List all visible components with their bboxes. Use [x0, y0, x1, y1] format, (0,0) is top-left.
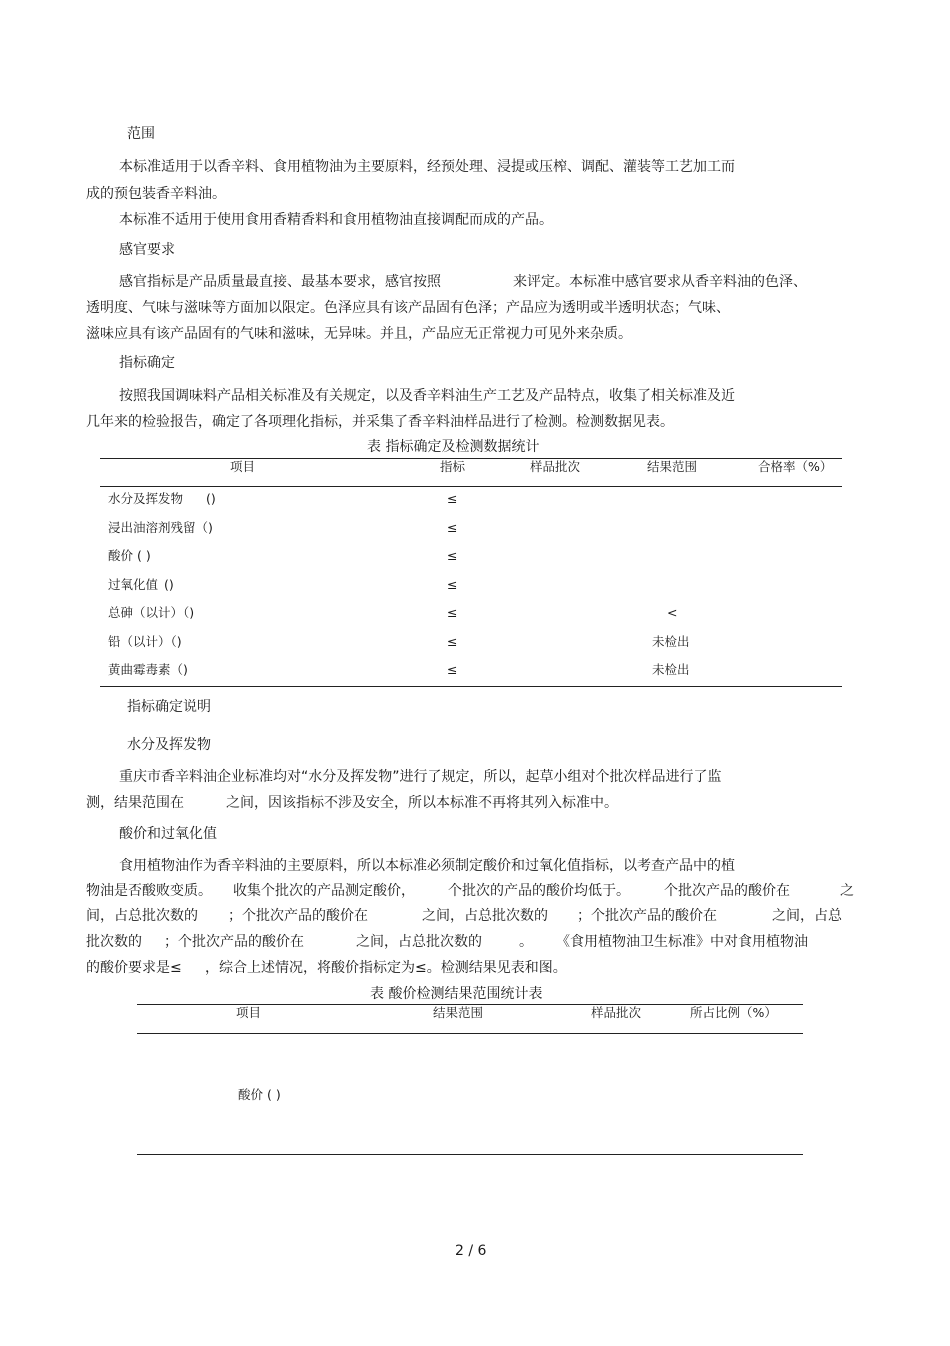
table1-row-4-item: 过氧化值: [108, 577, 159, 592]
table1-header-item: 项目: [230, 459, 256, 474]
acid-line-1: 食用植物油作为香辛料油的主要原料，所以本标准必须制定酸价和过氧化值指标，以考查产品中的植: [119, 858, 735, 874]
table2-header-ratio: 所占比例（%）: [690, 1005, 777, 1020]
table1-header-pass-rate: 合格率（%）: [758, 459, 833, 474]
table1-row-1-item: 水分及挥发物: [108, 491, 184, 506]
scope-paragraph-1-line-1: 本标准适用于以香辛料、食用植物油为主要原料，经预处理、浸提或压榨、调配、灌装等工艺加工而: [119, 159, 735, 175]
table1-row-3-limit: ≤: [447, 548, 458, 563]
acid-heading: 酸价和过氧化值: [119, 826, 217, 842]
index-line-1: 按照我国调味料产品相关标准及有关规定，以及香辛料油生产工艺及产品特点，收集了相关标准及近: [119, 388, 735, 404]
scope-paragraph-2: 本标准不适用于使用食用香精香料和食用植物油直接调配而成的产品。: [119, 212, 553, 228]
sensory-line-1a: 感官指标是产品质量最直接、最基本要求，感官按照: [119, 274, 441, 290]
acid-line-3e: 之间，占总: [772, 908, 842, 924]
acid-line-4d: 。: [519, 934, 533, 950]
index-line-2: 几年来的检验报告，确定了各项理化指标，并采集了香辛料油样品进行了检测。检测数据见表。: [86, 414, 674, 430]
acid-line-4e: 《食用植物油卫生标准》中对食用植物油: [556, 934, 808, 950]
table1-row-2-limit: ≤: [447, 520, 458, 535]
moisture-line-1: 重庆市香辛料油企业标准均对“水分及挥发物”进行了规定，所以，起草小组对个批次样品进行了监: [119, 769, 722, 785]
table2-header-batches: 样品批次: [591, 1005, 642, 1020]
table2-header-range: 结果范围: [433, 1005, 484, 1020]
table1-row-6-limit: ≤: [447, 634, 458, 649]
table2-row-label: 酸价 ( ): [238, 1087, 281, 1102]
sensory-line-1b: 来评定。本标准中感官要求从香辛料油的色泽、: [513, 274, 807, 290]
table2-caption: 表 酸价检测结果范围统计表: [370, 986, 543, 1002]
moisture-heading: 水分及挥发物: [127, 737, 211, 753]
explain-heading: 指标确定说明: [127, 699, 211, 715]
table1-row-7-item: 黄曲霉毒素（): [108, 662, 188, 677]
table1-row-1-limit: ≤: [447, 491, 458, 506]
acid-line-4c: 之间，占总批次数的: [356, 934, 482, 950]
table1-row-1-unit: (): [206, 491, 216, 506]
sensory-line-3: 滋味应具有该产品固有的气味和滋味，无异味。并且，产品应无正常视力可见外来杂质。: [86, 326, 632, 342]
sensory-heading: 感官要求: [119, 242, 175, 258]
acid-line-3d: ；个批次产品的酸价在: [577, 908, 717, 924]
table1-row-4-limit: ≤: [447, 577, 458, 592]
scope-paragraph-1-line-2: 成的预包装香辛料油。: [86, 186, 226, 202]
table1-row-2-item: 浸出油溶剂残留（): [108, 520, 213, 535]
acid-line-2a: 物油是否酸败变质。: [86, 883, 212, 899]
acid-line-2b: 收集个批次的产品测定酸价，: [233, 883, 415, 899]
table1-row-6-range: 未检出: [652, 634, 690, 649]
table2-header-item: 项目: [236, 1005, 262, 1020]
sensory-line-2: 透明度、气味与滋味等方面加以限定。色泽应具有该产品固有色泽；产品应为透明或半透明状态；气味、: [86, 300, 730, 316]
table1-header-limit: 指标: [440, 459, 466, 474]
acid-line-3a: 间，占总批次数的: [86, 908, 198, 924]
table1-row-5-item: 总砷（以计）（): [108, 605, 195, 620]
table1-row-3-item: 酸价 ( ): [108, 548, 151, 563]
acid-line-4b: ；个批次产品的酸价在: [164, 934, 304, 950]
table2-bottom-rule: [137, 1154, 803, 1155]
moisture-line-2b: 之间，因该指标不涉及安全，所以本标准不再将其列入标准中。: [226, 795, 618, 811]
table1-row-7-range: 未检出: [652, 662, 690, 677]
table1-row-5-range: <: [667, 605, 678, 620]
scope-heading: 范围: [127, 126, 155, 142]
page-number: 2 / 6: [455, 1243, 487, 1259]
table2-header-rule: [137, 1033, 803, 1034]
table1-header-rule: [100, 486, 842, 487]
acid-line-3b: ；个批次产品的酸价在: [228, 908, 368, 924]
acid-line-3c: 之间，占总批次数的: [422, 908, 548, 924]
table1-bottom-rule: [100, 686, 842, 687]
acid-line-5a: 的酸价要求是≤: [86, 960, 182, 976]
table1-header-batches: 样品批次: [530, 459, 581, 474]
table1-header-range: 结果范围: [647, 459, 698, 474]
table1-top-rule: [100, 458, 842, 459]
acid-line-2c: 个批次的产品的酸价均低于。: [448, 883, 630, 899]
table1-row-5-limit: ≤: [447, 605, 458, 620]
acid-line-5b: ，综合上述情况，将酸价指标定为≤。检测结果见表和图。: [205, 960, 567, 976]
table1-row-7-limit: ≤: [447, 662, 458, 677]
acid-line-2d: 个批次产品的酸价在: [664, 883, 790, 899]
moisture-line-2a: 测，结果范围在: [86, 795, 184, 811]
table1-row-4-unit: (): [164, 577, 174, 592]
table1-row-6-item: 铅（以计）（): [108, 634, 182, 649]
acid-line-2e: 之: [840, 883, 854, 899]
index-heading: 指标确定: [119, 355, 175, 371]
acid-line-4a: 批次数的: [86, 934, 142, 950]
table1-caption: 表 指标确定及检测数据统计: [367, 439, 540, 455]
